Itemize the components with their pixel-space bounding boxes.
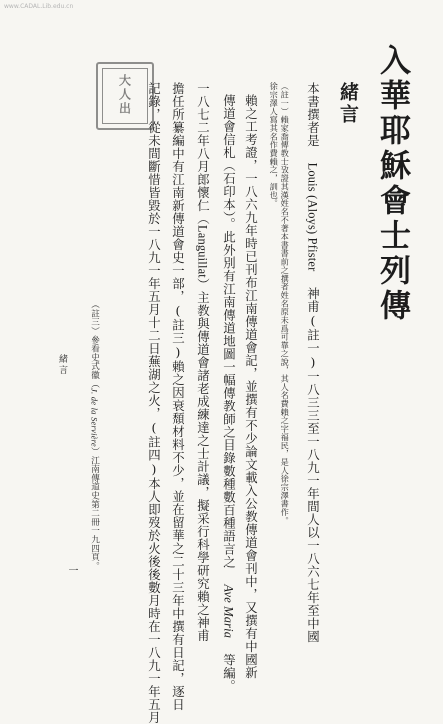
body-column: 傳道會信札（石印本）。此外別有江南傳道地圖一幅傳教師之目錄數種數百種語言之 Ave Maria 等編。: [221, 94, 237, 693]
library-stamp: [96, 62, 154, 130]
body-column: 一八七二年八月郎懷仁（Languillat）主教與傳道會諸老成練達之士計議，擬采行科學研究賴之神甫: [195, 82, 211, 642]
body-column: 記錄，從未間斷惜皆毀於一八九一年五月十二日蕪湖之火，(註四)本人即歿於火後後數月時在一八九一年五月: [146, 82, 162, 724]
inline-note: 徐宗澤人寫其名作費賴之，訓也。: [269, 82, 280, 208]
chapter-title: 緒言: [337, 82, 359, 126]
watermark: www.CADAL.Lib.edu.cn: [4, 3, 74, 10]
stamp-text: 大人出: [117, 74, 132, 116]
body-column: 擔任所纂編中有江南新傳道會史一部，(註三)賴之因衰頹材料不少，並在留華之二十三年中撰有日記，逐日: [170, 82, 186, 712]
body-column: 本書撰者是 Louis (Aloys) Pfister 神甫(註一)一八三三至一八九一年間人以一八六七年至中國: [305, 82, 321, 644]
inline-note: （註一）賴家喬傳教士攷證其漢姓名不著本書書前之撰者姓名原未爲可靠之說，其人名費賴之字福民，是人徐宗澤書作。: [280, 82, 291, 525]
book-title: 入華耶穌會士列傳: [374, 44, 410, 324]
margin-section-label: 緒言: [57, 354, 67, 376]
body-column: 賴之工考證，一八六九年時已刊布江南傳道會記，並撰有不少論文載入公教傳道會刊中，又撰有中國新: [243, 94, 259, 679]
page-number: 一: [66, 565, 77, 575]
footnote: （註三）參看史式徽（J. de la Servière）江南傳道史第二冊一九四頁。: [89, 300, 100, 571]
